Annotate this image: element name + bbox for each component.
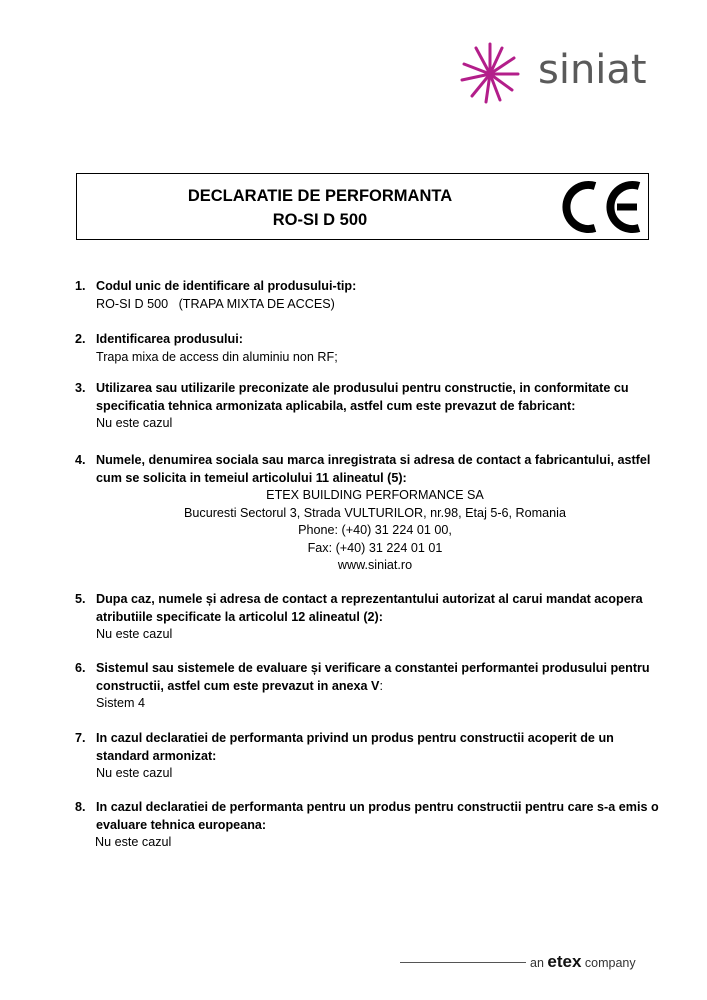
section-heading-line2: atributiile specificate la articolul 12 alineatul (2): xyxy=(96,609,383,624)
section-number: 5. xyxy=(75,592,86,606)
etex-logo: etex xyxy=(547,952,582,971)
section-heading-line2: evaluare tehnica europeana: xyxy=(96,817,267,832)
section-value: Trapa mixa de access din aluminiu non RF; xyxy=(96,349,338,364)
section-heading: Codul unic de identificare al produsului-tip: xyxy=(96,279,357,293)
section-number: 1. xyxy=(75,279,86,293)
title-box xyxy=(76,173,649,240)
section-value: RO-SI D 500 (TRAPA MIXTA DE ACCES) xyxy=(96,296,335,311)
section-heading-line1: In cazul declaratiei de performanta privind un produs pentru constructii acoperit de un xyxy=(96,731,614,745)
document-title: DECLARATIE DE PERFORMANTA xyxy=(187,187,453,205)
footer-divider xyxy=(400,962,526,963)
section-heading-line1: Numele, denumirea sociala sau marca inregistrata si adresa de contact a fabricantului, astfel xyxy=(96,453,651,467)
section-8 xyxy=(75,799,675,852)
section-heading: Identificarea produsului: xyxy=(96,332,243,346)
section-number: 3. xyxy=(75,381,86,395)
footer-etex-company xyxy=(400,952,660,972)
section-7 xyxy=(75,730,675,783)
section-heading-line2-text: constructii, astfel cum este prevazut in anexa V xyxy=(96,678,380,693)
section-number: 6. xyxy=(75,661,86,675)
manufacturer-website: www.siniat.ro xyxy=(337,558,413,572)
siniat-starburst-icon xyxy=(458,40,528,106)
manufacturer-name: ETEX BUILDING PERFORMANCE SA xyxy=(266,488,484,502)
section-1 xyxy=(75,278,675,313)
section-heading-line2 xyxy=(96,678,675,696)
section-number: 2. xyxy=(75,332,86,346)
ce-mark-icon xyxy=(555,178,647,236)
manufacturer-phone: Phone: (+40) 31 224 01 00, xyxy=(298,523,452,537)
section-heading-line1: Sistemul sau sistemele de evaluare și verificare a constantei performantei produsului pentru xyxy=(96,661,650,675)
section-number: 8. xyxy=(75,800,86,814)
siniat-wordmark: siniat xyxy=(538,47,647,93)
footer-suffix: company xyxy=(584,956,636,970)
section-heading-line2: specificatia tehnica armonizata aplicabila, astfel cum este prevazut de fabricant: xyxy=(96,398,576,413)
section-heading-line2: cum se solicita in temeiul articolului 11 alineatul (5): xyxy=(96,470,407,485)
section-heading-line1: Utilizarea sau utilizarile preconizate ale produsului pentru constructie, in conformitate cu xyxy=(96,381,629,395)
footer-prefix: an xyxy=(530,956,544,970)
section-heading-line1: Dupa caz, numele și adresa de contact a reprezentantului autorizat al carui mandat acopera xyxy=(96,592,643,606)
section-value: Sistem 4 xyxy=(96,696,145,710)
section-number: 7. xyxy=(75,731,86,745)
section-6 xyxy=(75,660,675,713)
section-4 xyxy=(75,452,675,575)
section-value: Nu este cazul xyxy=(96,627,173,641)
product-code-title: RO-SI D 500 xyxy=(272,211,368,229)
footer-tagline xyxy=(530,952,636,973)
section-heading-colon: : xyxy=(379,678,383,693)
manufacturer-fax: Fax: (+40) 31 224 01 01 xyxy=(307,540,443,555)
siniat-logo xyxy=(458,40,658,106)
section-value: Nu este cazul xyxy=(96,766,173,780)
section-heading-line1: In cazul declaratiei de performanta pentru un produs pentru constructii pentru care s-a emis o xyxy=(96,800,659,814)
section-5 xyxy=(75,591,675,644)
manufacturer-address: Bucuresti Sectorul 3, Strada VULTURILOR, nr.98, Etaj 5-6, Romania xyxy=(184,505,566,520)
section-value: Nu este cazul xyxy=(96,416,173,430)
section-2 xyxy=(75,331,675,366)
section-3 xyxy=(75,380,675,433)
section-heading-line2: standard armonizat: xyxy=(96,748,217,763)
section-value: Nu este cazul xyxy=(95,835,172,849)
section-number: 4. xyxy=(75,453,86,467)
